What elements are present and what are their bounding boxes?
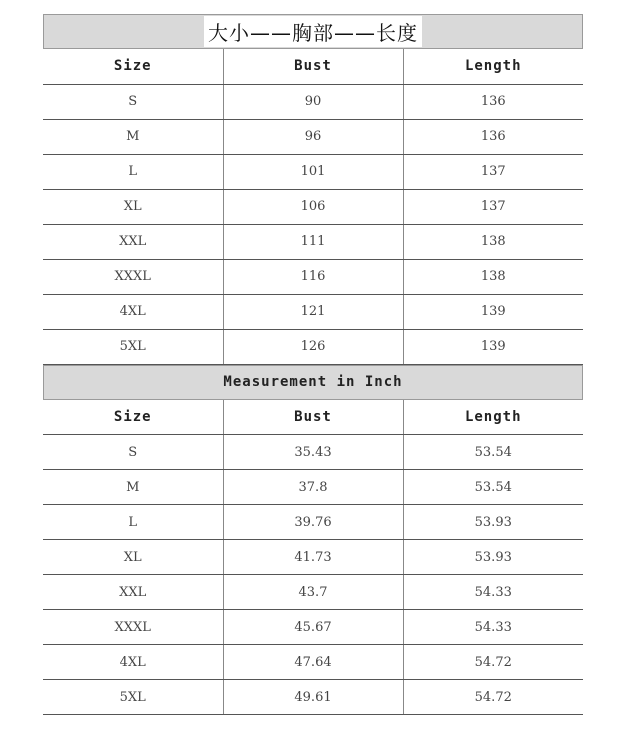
table-cell: L	[43, 505, 223, 540]
table-row	[43, 294, 583, 329]
table-cell: L	[43, 154, 223, 189]
table-cell: 54.72	[403, 645, 583, 680]
inch-section-title: Measurement in Inch	[223, 374, 403, 390]
size-chart	[43, 14, 583, 715]
table-cell: 139	[403, 329, 583, 364]
table-row	[43, 505, 583, 540]
table-cell: 111	[223, 224, 403, 259]
table-cell: 54.33	[403, 610, 583, 645]
table-cell: 136	[403, 119, 583, 154]
table-cell: 5XL	[43, 329, 223, 364]
table-cell: 39.76	[223, 505, 403, 540]
table-row	[43, 540, 583, 575]
table-row	[43, 329, 583, 364]
table-row	[43, 575, 583, 610]
table-cell: S	[43, 84, 223, 119]
table-cell: 136	[403, 84, 583, 119]
table-cell: 41.73	[223, 540, 403, 575]
table-row	[43, 224, 583, 259]
table-cell: S	[43, 435, 223, 470]
column-header: Bust	[223, 49, 403, 84]
table-cell: 4XL	[43, 645, 223, 680]
table-cell: 53.93	[403, 540, 583, 575]
table-cell: 49.61	[223, 680, 403, 715]
column-header: Length	[403, 400, 583, 435]
table-cell: XXXL	[43, 259, 223, 294]
table-row	[43, 610, 583, 645]
table-cell: 54.72	[403, 680, 583, 715]
table-cell: 5XL	[43, 680, 223, 715]
cm-size-table	[43, 49, 583, 365]
cm-table-body	[43, 49, 583, 364]
table-cell: XXL	[43, 224, 223, 259]
table-row	[43, 470, 583, 505]
table-row	[43, 680, 583, 715]
table-row	[43, 84, 583, 119]
table-cell: 139	[403, 294, 583, 329]
cm-section-title: 大小——胸部——长度	[204, 16, 422, 47]
table-row	[43, 154, 583, 189]
table-cell: 37.8	[223, 470, 403, 505]
column-header: Size	[43, 400, 223, 435]
table-cell: 137	[403, 189, 583, 224]
table-row	[43, 259, 583, 294]
table-cell: 53.54	[403, 470, 583, 505]
table-cell: XL	[43, 540, 223, 575]
table-cell: 138	[403, 224, 583, 259]
table-cell: 90	[223, 84, 403, 119]
table-cell: XXXL	[43, 610, 223, 645]
table-cell: 106	[223, 189, 403, 224]
table-header-row	[43, 49, 583, 84]
table-cell: 126	[223, 329, 403, 364]
table-cell: 4XL	[43, 294, 223, 329]
table-cell: 137	[403, 154, 583, 189]
table-cell: 43.7	[223, 575, 403, 610]
table-row	[43, 435, 583, 470]
table-row	[43, 189, 583, 224]
table-cell: M	[43, 470, 223, 505]
table-header-row	[43, 400, 583, 435]
table-cell: 116	[223, 259, 403, 294]
table-cell: 45.67	[223, 610, 403, 645]
table-cell: 53.54	[403, 435, 583, 470]
table-cell: 35.43	[223, 435, 403, 470]
column-header: Size	[43, 49, 223, 84]
table-row	[43, 645, 583, 680]
cm-section-title-bar	[43, 14, 583, 49]
table-cell: 53.93	[403, 505, 583, 540]
table-row	[43, 119, 583, 154]
inch-size-table	[43, 400, 583, 716]
inch-table-body	[43, 400, 583, 715]
table-cell: XL	[43, 189, 223, 224]
table-cell: 138	[403, 259, 583, 294]
inch-section-title-bar	[43, 365, 583, 400]
table-cell: 47.64	[223, 645, 403, 680]
table-cell: M	[43, 119, 223, 154]
table-cell: XXL	[43, 575, 223, 610]
table-cell: 54.33	[403, 575, 583, 610]
table-cell: 101	[223, 154, 403, 189]
column-header: Length	[403, 49, 583, 84]
table-cell: 96	[223, 119, 403, 154]
table-cell: 121	[223, 294, 403, 329]
column-header: Bust	[223, 400, 403, 435]
